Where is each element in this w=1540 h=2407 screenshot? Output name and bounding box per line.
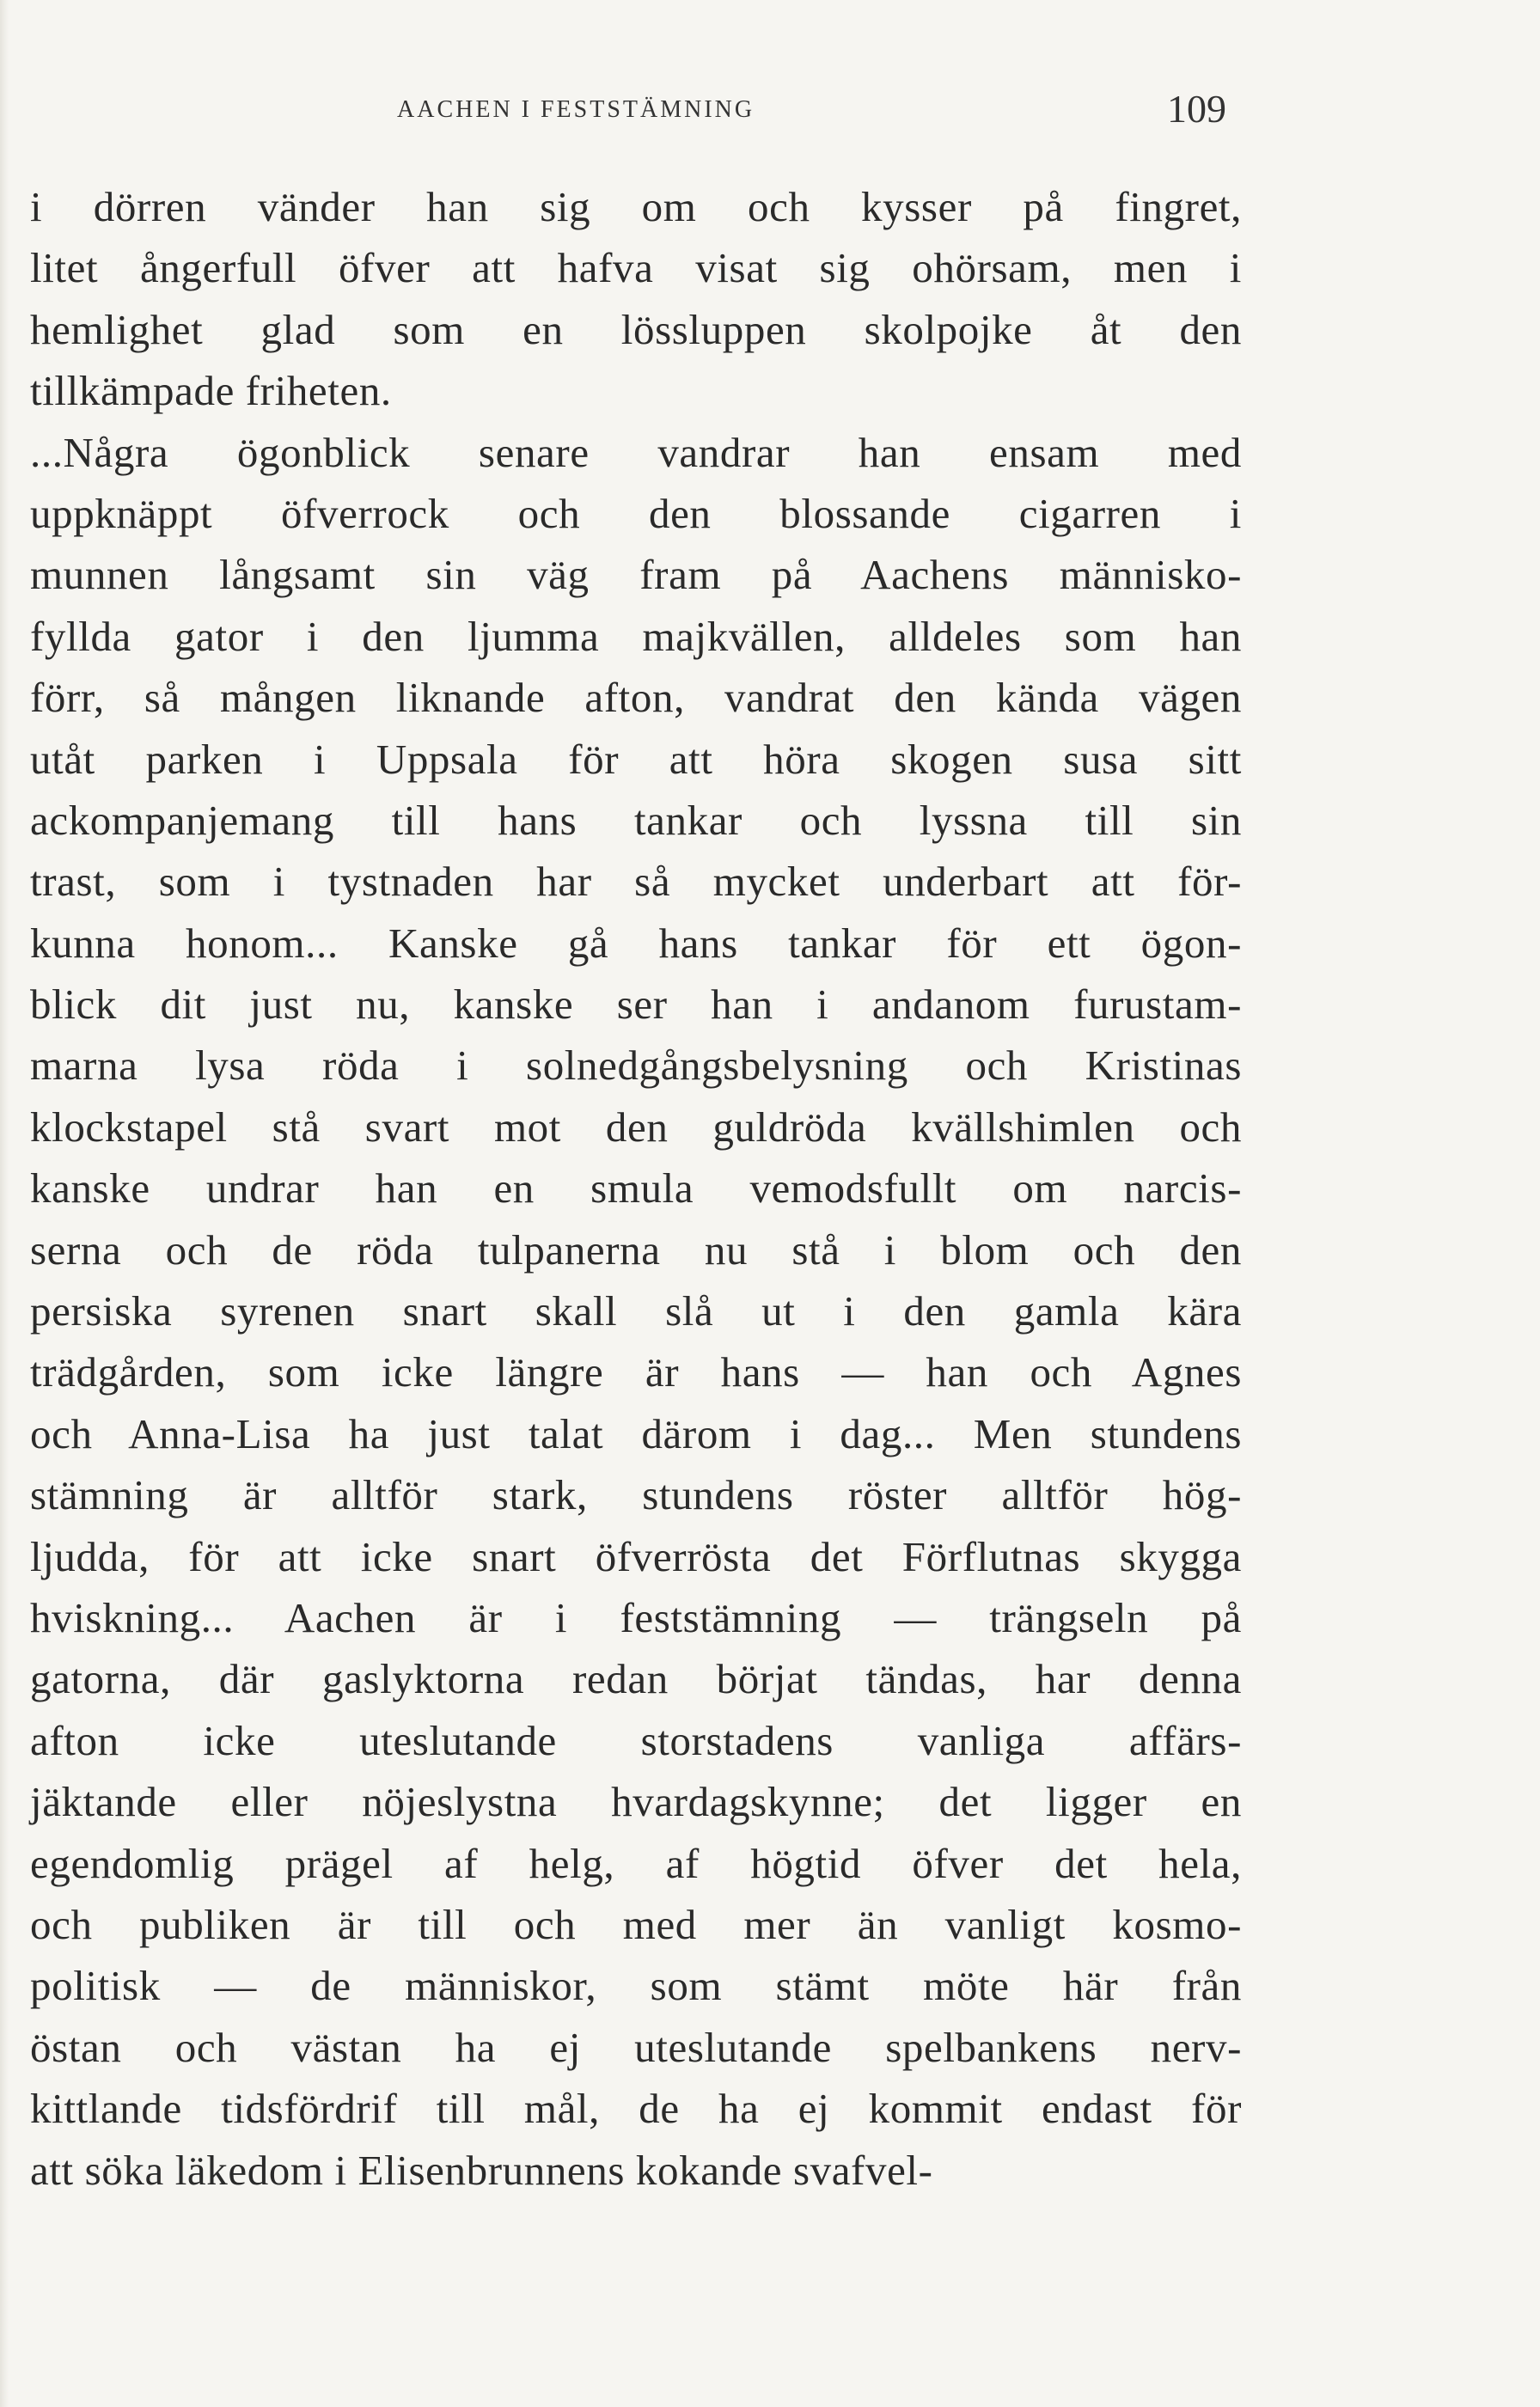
- text-line: tillkämpade friheten.: [30, 367, 392, 415]
- text-line: kunna honom... Kanske gå hans tankar för ett ögon-: [30, 919, 1242, 967]
- text-line: munnen långsamt sin väg fram på Aachens människo-: [30, 551, 1242, 599]
- text-line: förr, så mången liknande afton, vandrat den kända vägen: [30, 674, 1242, 722]
- text-line: gatorna, där gaslyktorna redan börjat tändas, har denna: [30, 1655, 1242, 1703]
- text-line: att söka läkedom i Elisenbrunnens kokande svafvel-: [30, 2146, 933, 2194]
- text-line: ...Några ögonblick senare vandrar han ensam med: [30, 428, 1242, 476]
- text-line: utåt parken i Uppsala för att höra skogen susa sitt: [30, 735, 1242, 783]
- text-line: serna och de röda tulpanerna nu stå i blom och den: [30, 1225, 1242, 1274]
- page-header: [0, 86, 1540, 137]
- text-line: klockstapel stå svart mot den guldröda kvällshimlen och: [30, 1103, 1242, 1151]
- text-line: blick dit just nu, kanske ser han i andanom furustam-: [30, 981, 1242, 1029]
- text-line: marna lysa röda i solnedgångsbelysning och Kristinas: [30, 1042, 1242, 1090]
- text-line: trast, som i tystnaden har så mycket underbart att för-: [30, 858, 1242, 906]
- text-line: östan och västan ha ej uteslutande spelbankens nerv-: [30, 2023, 1242, 2071]
- running-head: AACHEN I FESTSTÄMNING: [397, 96, 755, 123]
- text-line: uppknäppt öfverrock och den blossande cigarren i: [30, 489, 1242, 537]
- text-line: litet ångerfull öfver att hafva visat sig ohörsam, men i: [30, 244, 1242, 292]
- text-line: ackompanjemang till hans tankar och lyssna till sin: [30, 796, 1242, 844]
- text-line: fyllda gator i den ljumma majkvällen, alldeles som han: [30, 612, 1242, 660]
- text-line: trädgården, som icke längre är hans — han och Agnes: [30, 1348, 1242, 1396]
- text-line: politisk — de människor, som stämt möte här från: [30, 1962, 1242, 2010]
- text-line: kanske undrar han en smula vemodsfullt om narcis-: [30, 1164, 1242, 1213]
- text-line: och publiken är till och med mer än vanligt kosmo-: [30, 1900, 1242, 1948]
- text-line: persiska syrenen snart skall slå ut i den gamla kära: [30, 1287, 1242, 1335]
- text-line: ljudda, för att icke snart öfverrösta det Förflutnas skygga: [30, 1532, 1242, 1580]
- page-edge-shadow: [0, 0, 9, 2407]
- text-line: stämning är alltför stark, stundens röster alltför hög-: [30, 1471, 1242, 1519]
- text-line: i dörren vänder han sig om och kysser på fingret,: [30, 183, 1242, 230]
- page-number: 109: [1167, 87, 1226, 131]
- text-line: jäktande eller nöjeslystna hvardagskynne; det ligger en: [30, 1778, 1242, 1826]
- body-text: [30, 176, 1242, 2201]
- text-line: kittlande tidsfördrif till mål, de ha ej kommit endast för: [30, 2085, 1242, 2133]
- text-line: egendomlig prägel af helg, af högtid öfver det hela,: [30, 1839, 1242, 1887]
- text-line: hemlighet glad som en lössluppen skolpojke åt den: [30, 305, 1242, 353]
- text-line: afton icke uteslutande storstadens vanliga affärs-: [30, 1716, 1242, 1764]
- text-line: och Anna-Lisa ha just talat därom i dag... Men stundens: [30, 1409, 1242, 1457]
- text-line: hviskning... Aachen är i feststämning — trängseln på: [30, 1593, 1242, 1641]
